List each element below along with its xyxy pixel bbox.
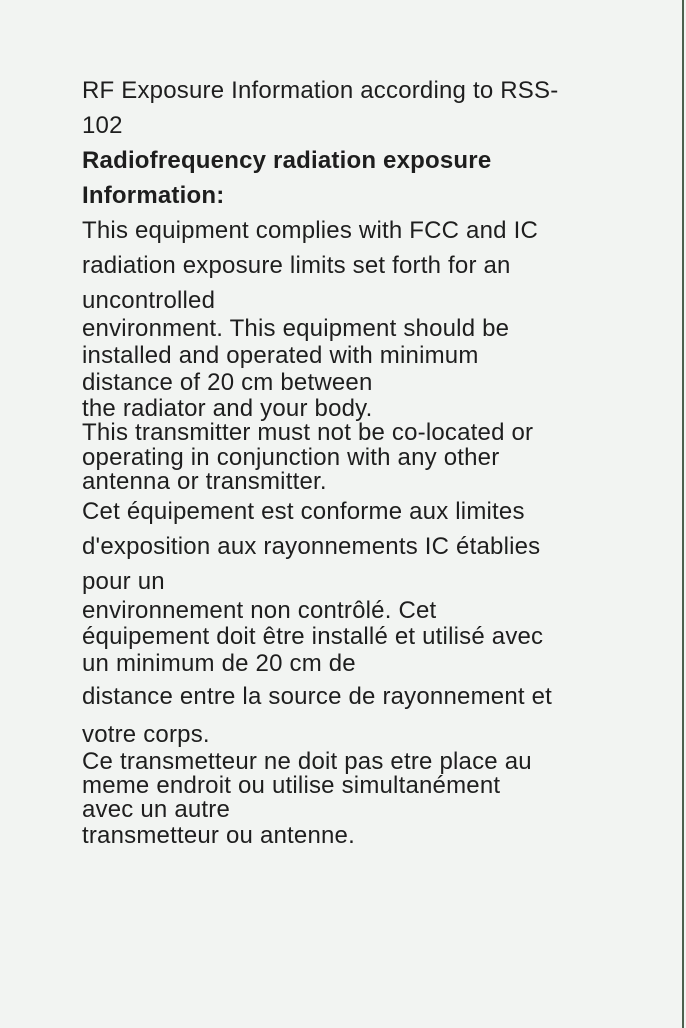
body-line-en-9: operating in conjunction with any other <box>82 444 500 471</box>
body-line-en-10: antenna or transmitter. <box>82 468 327 495</box>
body-line-en-5: installed and operated with minimum <box>82 342 479 369</box>
body-line-fr-12: transmetteur ou antenne. <box>82 822 355 849</box>
body-line-fr-2: d'exposition aux rayonnements IC établies <box>82 533 541 560</box>
body-line-fr-3: pour un <box>82 568 165 595</box>
body-line-fr-6: un minimum de 20 cm de <box>82 650 356 677</box>
page-right-edge-line <box>682 0 684 1028</box>
heading-bold-line-1: Radiofrequency radiation exposure <box>82 147 492 174</box>
body-line-fr-4: environnement non contrôlé. Cet <box>82 597 437 624</box>
body-line-en-7: the radiator and your body. <box>82 395 373 422</box>
body-line-fr-11: avec un autre <box>82 796 231 823</box>
body-line-fr-10: meme endroit ou utilise simultanément <box>82 772 501 799</box>
body-line-fr-7: distance entre la source de rayonnement et <box>82 683 553 710</box>
title-line-2: 102 <box>82 112 123 139</box>
body-line-en-8: This transmitter must not be co-located or <box>82 419 534 446</box>
title-line-1: RF Exposure Information according to RSS- <box>82 77 559 104</box>
heading-bold-line-2: Information: <box>82 182 225 209</box>
body-line-fr-5: équipement doit être installé et utilisé avec <box>82 623 544 650</box>
body-line-en-2: radiation exposure limits set forth for an <box>82 252 511 279</box>
body-line-fr-1: Cet équipement est conforme aux limites <box>82 498 525 525</box>
body-line-fr-9: Ce transmetteur ne doit pas etre place au <box>82 748 532 775</box>
document-text-block <box>82 78 622 849</box>
body-line-fr-8: votre corps. <box>82 721 210 748</box>
body-line-en-4: environment. This equipment should be <box>82 315 510 342</box>
body-line-en-6: distance of 20 cm between <box>82 369 373 396</box>
body-line-en-1: This equipment complies with FCC and IC <box>82 217 538 244</box>
body-line-en-3: uncontrolled <box>82 287 216 314</box>
